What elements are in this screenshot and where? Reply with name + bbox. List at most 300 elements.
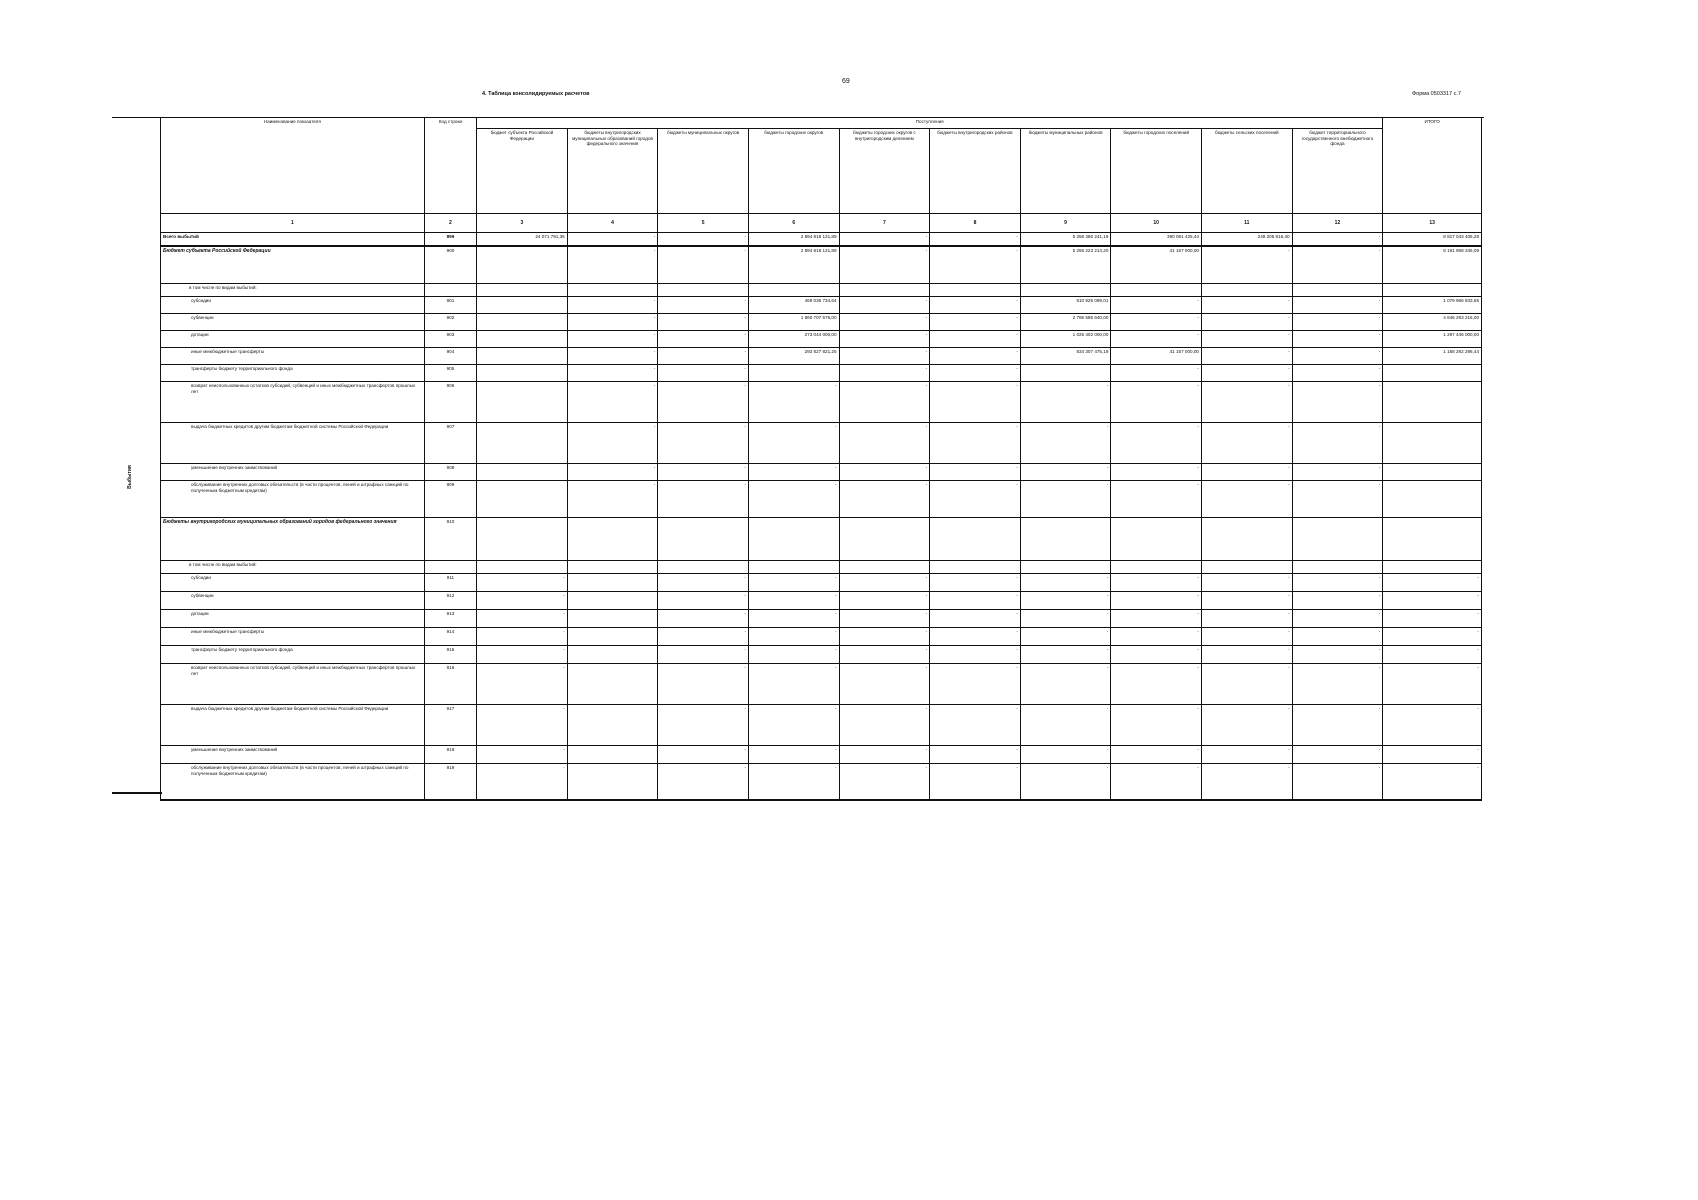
table-row: [161, 610, 1482, 628]
value-cell: -: [1292, 746, 1383, 764]
value-cell: 2 785 585 640,00: [1020, 314, 1111, 331]
value-cell: -: [567, 423, 658, 464]
column-number: 7: [839, 214, 930, 233]
value-cell: -: [748, 664, 839, 705]
value-cell: [477, 348, 568, 365]
row-name: уменьшение внутренних заимствований: [161, 746, 425, 764]
row-code: 911: [424, 574, 476, 592]
value-cell: 2 894 818 131,89: [748, 246, 839, 284]
row-code: 915: [424, 646, 476, 664]
row-code: 908: [424, 464, 476, 481]
value-cell: [567, 628, 658, 646]
header-receipt-column: бюджеты городских поселений: [1111, 129, 1202, 214]
bottom-rule: [112, 792, 162, 794]
value-cell: -: [1292, 297, 1383, 314]
row-code: 906: [424, 382, 476, 423]
value-cell: 1 025 402 000,00: [1020, 331, 1111, 348]
value-cell: -: [477, 628, 568, 646]
value-cell: -: [1020, 664, 1111, 705]
row-code: 902: [424, 314, 476, 331]
value-cell: -: [748, 628, 839, 646]
table-row: [161, 331, 1482, 348]
value-cell: -: [839, 246, 930, 284]
value-cell: -: [1201, 592, 1292, 610]
value-cell: -: [930, 628, 1021, 646]
row-name: выдача бюджетных кредитов другим бюджетам бюджетной системы Российской Федерации: [161, 705, 425, 746]
value-cell: 1 860 707 576,00: [748, 314, 839, 331]
value-cell: [658, 284, 749, 297]
value-cell: -: [567, 382, 658, 423]
value-cell: -: [567, 314, 658, 331]
value-cell: -: [1292, 705, 1383, 746]
column-number: 13: [1383, 214, 1482, 233]
value-cell: [1201, 284, 1292, 297]
value-cell: [1383, 284, 1482, 297]
value-cell: -: [1111, 574, 1202, 592]
value-cell: [567, 518, 658, 561]
table-row: [161, 705, 1482, 746]
value-cell: -: [1201, 628, 1292, 646]
row-code: 900: [424, 246, 476, 284]
header-receipt-column: бюджеты внутригородских районов: [930, 129, 1021, 214]
value-cell: -: [1020, 746, 1111, 764]
column-number: 10: [1111, 214, 1202, 233]
value-cell: -: [1292, 246, 1383, 284]
value-cell: -: [1292, 365, 1383, 382]
value-cell: 469 036 734,64: [748, 297, 839, 314]
value-cell: -: [1292, 628, 1383, 646]
value-cell: -: [748, 610, 839, 628]
column-number: 5: [658, 214, 749, 233]
header-receipt-column: бюджеты городских округов с внутригородским делением: [839, 129, 930, 214]
row-code: 907: [424, 423, 476, 464]
value-cell: -: [1383, 664, 1482, 705]
value-cell: -: [477, 705, 568, 746]
value-cell: -: [1020, 705, 1111, 746]
value-cell: -: [658, 348, 749, 365]
value-cell: -: [930, 746, 1021, 764]
value-cell: [1292, 518, 1383, 561]
value-cell: [567, 592, 658, 610]
value-cell: -: [930, 423, 1021, 464]
value-cell: [1383, 518, 1482, 561]
value-cell: [1020, 284, 1111, 297]
value-cell: -: [1292, 764, 1383, 800]
value-cell: -: [930, 664, 1021, 705]
value-cell: -: [567, 481, 658, 518]
header-receipts: Поступления: [477, 118, 1383, 129]
value-cell: -: [839, 423, 930, 464]
table-row: [161, 297, 1482, 314]
value-cell: -: [748, 423, 839, 464]
value-cell: [1111, 284, 1202, 297]
row-code: 910: [424, 518, 476, 561]
value-cell: -: [839, 628, 930, 646]
value-cell: -: [930, 646, 1021, 664]
row-name: Всего выбытий: [161, 233, 425, 246]
table-row: [161, 348, 1482, 365]
row-name: иные межбюджетные трансферты: [161, 348, 425, 365]
table-row: [161, 628, 1482, 646]
value-cell: [567, 664, 658, 705]
value-cell: [1292, 561, 1383, 574]
value-cell: -: [748, 705, 839, 746]
value-cell: [839, 561, 930, 574]
value-cell: -: [930, 610, 1021, 628]
value-cell: 249 205 816,40: [1201, 233, 1292, 246]
row-code: 899: [424, 233, 476, 246]
row-code: 913: [424, 610, 476, 628]
value-cell: -: [839, 365, 930, 382]
value-cell: -: [839, 331, 930, 348]
value-cell: -: [1292, 664, 1383, 705]
column-number: 8: [930, 214, 1021, 233]
value-cell: -: [930, 592, 1021, 610]
value-cell: [477, 284, 568, 297]
value-cell: [567, 746, 658, 764]
value-cell: [567, 610, 658, 628]
value-cell: -: [1292, 592, 1383, 610]
table-row: [161, 746, 1482, 764]
value-cell: -: [1292, 331, 1383, 348]
table-title: 4. Таблица консолидируемых расчетов: [482, 91, 590, 97]
value-cell: -: [1111, 646, 1202, 664]
value-cell: -: [930, 246, 1021, 284]
header-name: Наименование показателя: [161, 118, 425, 214]
row-name: в том числе по видам выбытий:: [161, 284, 425, 297]
value-cell: [930, 561, 1021, 574]
row-code: 909: [424, 481, 476, 518]
form-code: Форма 0503317 с.7: [1412, 91, 1461, 97]
row-code: 903: [424, 331, 476, 348]
value-cell: -: [839, 574, 930, 592]
value-cell: -: [930, 464, 1021, 481]
value-cell: [477, 423, 568, 464]
value-cell: [477, 297, 568, 314]
column-number: 11: [1201, 214, 1292, 233]
value-cell: -: [1201, 705, 1292, 746]
value-cell: -: [930, 314, 1021, 331]
value-cell: -: [930, 233, 1021, 246]
value-cell: -: [748, 764, 839, 800]
value-cell: -: [1292, 233, 1383, 246]
value-cell: -: [1292, 382, 1383, 423]
value-cell: -: [1020, 646, 1111, 664]
value-cell: -: [658, 382, 749, 423]
value-cell: -: [1201, 664, 1292, 705]
value-cell: -: [567, 297, 658, 314]
value-cell: [748, 284, 839, 297]
value-cell: -: [658, 764, 749, 800]
row-name: обслуживание внутренних долговых обязательств (в части процентов, пеней и штрафных санкций по полученным бюджетным кредитам): [161, 764, 425, 800]
value-cell: [658, 561, 749, 574]
value-cell: -: [930, 297, 1021, 314]
value-cell: -: [930, 348, 1021, 365]
value-cell: [477, 246, 568, 284]
value-cell: -: [930, 705, 1021, 746]
value-cell: [567, 705, 658, 746]
value-cell: 1 168 292 296,44: [1383, 348, 1482, 365]
header-receipt-column: бюджеты муниципальных районов: [1020, 129, 1111, 214]
value-cell: -: [839, 646, 930, 664]
value-cell: [1201, 561, 1292, 574]
value-cell: -: [1020, 481, 1111, 518]
value-cell: -: [658, 664, 749, 705]
value-cell: [930, 518, 1021, 561]
value-cell: -: [1292, 574, 1383, 592]
value-cell: -: [1292, 464, 1383, 481]
value-cell: -: [748, 481, 839, 518]
value-cell: -: [1020, 610, 1111, 628]
value-cell: -: [1201, 464, 1292, 481]
column-number: 12: [1292, 214, 1383, 233]
row-code: 918: [424, 746, 476, 764]
value-cell: 292 827 821,25: [748, 348, 839, 365]
value-cell: -: [658, 628, 749, 646]
value-cell: [477, 331, 568, 348]
value-cell: -: [567, 233, 658, 246]
value-cell: -: [1020, 464, 1111, 481]
value-cell: -: [1111, 705, 1202, 746]
value-cell: -: [658, 746, 749, 764]
value-cell: -: [1111, 664, 1202, 705]
value-cell: -: [1201, 764, 1292, 800]
row-name: трансферты бюджету территориального фонда: [161, 365, 425, 382]
table-row: [161, 646, 1482, 664]
header-receipt-column: бюджет территориального государственного внебюджетного фонда: [1292, 129, 1383, 214]
value-cell: -: [1292, 314, 1383, 331]
value-cell: -: [658, 592, 749, 610]
value-cell: [748, 365, 839, 382]
row-code: 917: [424, 705, 476, 746]
value-cell: -: [748, 574, 839, 592]
value-cell: -: [930, 382, 1021, 423]
value-cell: -: [567, 331, 658, 348]
header-receipt-column: бюджеты сельских поселений: [1201, 129, 1292, 214]
value-cell: -: [1201, 746, 1292, 764]
value-cell: -: [1111, 464, 1202, 481]
value-cell: 24 071 791,36: [477, 233, 568, 246]
table-row: [161, 284, 1482, 297]
value-cell: -: [1201, 610, 1292, 628]
table-row: [161, 464, 1482, 481]
value-cell: -: [1111, 365, 1202, 382]
value-cell: [1111, 518, 1202, 561]
column-number: 1: [161, 214, 425, 233]
value-cell: -: [930, 574, 1021, 592]
value-cell: -: [1111, 746, 1202, 764]
value-cell: -: [1201, 481, 1292, 518]
value-cell: -: [839, 764, 930, 800]
column-number: 2: [424, 214, 476, 233]
table-row: [161, 246, 1482, 284]
page-number: 69: [842, 78, 850, 85]
value-cell: -: [1201, 646, 1292, 664]
table-row: [161, 314, 1482, 331]
value-cell: -: [1111, 314, 1202, 331]
side-label: Выбытия: [127, 465, 133, 489]
value-cell: [567, 646, 658, 664]
value-cell: [1383, 481, 1482, 518]
value-cell: -: [839, 233, 930, 246]
table-row: [161, 382, 1482, 423]
value-cell: 834 307 475,19: [1020, 348, 1111, 365]
value-cell: -: [839, 705, 930, 746]
value-cell: [1383, 365, 1482, 382]
value-cell: -: [748, 592, 839, 610]
header-receipt-column: бюджеты муниципальных округов: [658, 129, 749, 214]
value-cell: [839, 518, 930, 561]
value-cell: -: [477, 574, 568, 592]
value-cell: -: [839, 314, 930, 331]
value-cell: -: [1020, 574, 1111, 592]
value-cell: -: [748, 382, 839, 423]
table-row: [161, 365, 1482, 382]
value-cell: -: [658, 481, 749, 518]
value-cell: -: [1111, 331, 1202, 348]
value-cell: [567, 284, 658, 297]
value-cell: -: [1383, 646, 1482, 664]
value-cell: [1383, 423, 1482, 464]
row-code: 919: [424, 764, 476, 800]
row-code: 901: [424, 297, 476, 314]
value-cell: -: [839, 664, 930, 705]
value-cell: -: [1383, 592, 1482, 610]
value-cell: [1111, 561, 1202, 574]
value-cell: -: [477, 664, 568, 705]
row-name: возврат неиспользованных остатков субсидий, субвенций и иных межбюджетных трансфертов прошлых лет: [161, 382, 425, 423]
value-cell: -: [1020, 423, 1111, 464]
value-cell: -: [1383, 764, 1482, 800]
value-cell: [658, 518, 749, 561]
value-cell: -: [1201, 246, 1292, 284]
value-cell: 8 191 958 346,09: [1383, 246, 1482, 284]
header-receipt-column: бюджет субъекта Российской Федерации: [477, 129, 568, 214]
value-cell: [567, 574, 658, 592]
value-cell: -: [839, 348, 930, 365]
value-cell: -: [1292, 423, 1383, 464]
header-receipt-column: бюджеты городских округов: [748, 129, 839, 214]
row-name: обслуживание внутренних долговых обязательств (в части процентов, пеней и штрафных санкций по полученным бюджетным кредитам): [161, 481, 425, 518]
value-cell: -: [658, 246, 749, 284]
value-cell: -: [839, 297, 930, 314]
row-name: дотации: [161, 331, 425, 348]
value-cell: -: [477, 592, 568, 610]
table-row: [161, 518, 1482, 561]
value-cell: -: [930, 764, 1021, 800]
value-cell: [477, 314, 568, 331]
value-cell: -: [1292, 481, 1383, 518]
value-cell: -: [1020, 764, 1111, 800]
value-cell: -: [930, 331, 1021, 348]
value-cell: [1201, 518, 1292, 561]
value-cell: [930, 284, 1021, 297]
value-cell: -: [1111, 628, 1202, 646]
column-number: 6: [748, 214, 839, 233]
value-cell: 8 817 043 406,28: [1383, 233, 1482, 246]
value-cell: -: [477, 764, 568, 800]
row-code: 905: [424, 365, 476, 382]
value-cell: 2 894 818 131,89: [748, 233, 839, 246]
value-cell: -: [567, 348, 658, 365]
value-cell: -: [1383, 628, 1482, 646]
value-cell: -: [1292, 348, 1383, 365]
value-cell: [477, 464, 568, 481]
row-code: 904: [424, 348, 476, 365]
table-row: [161, 764, 1482, 800]
value-cell: -: [1111, 297, 1202, 314]
value-cell: [1292, 284, 1383, 297]
value-cell: -: [1111, 481, 1202, 518]
value-cell: -: [1020, 382, 1111, 423]
value-cell: -: [477, 610, 568, 628]
value-cell: -: [1201, 314, 1292, 331]
value-cell: -: [839, 464, 930, 481]
value-cell: -: [930, 365, 1021, 382]
row-name: субсидии: [161, 297, 425, 314]
value-cell: -: [1292, 610, 1383, 628]
value-cell: -: [658, 423, 749, 464]
table-row: [161, 664, 1482, 705]
value-cell: -: [1111, 592, 1202, 610]
value-cell: -: [748, 746, 839, 764]
value-cell: 4 646 293 216,00: [1383, 314, 1482, 331]
value-cell: -: [1383, 610, 1482, 628]
value-cell: [477, 518, 568, 561]
column-number: 4: [567, 214, 658, 233]
value-cell: [1020, 561, 1111, 574]
table-row: [161, 574, 1482, 592]
value-cell: [1383, 382, 1482, 423]
value-cell: -: [1383, 574, 1482, 592]
table-row: [161, 561, 1482, 574]
row-code: 912: [424, 592, 476, 610]
value-cell: -: [1383, 705, 1482, 746]
header-code: Код строки: [424, 118, 476, 214]
table-row: [161, 592, 1482, 610]
value-cell: -: [1201, 382, 1292, 423]
value-cell: -: [930, 481, 1021, 518]
value-cell: -: [658, 331, 749, 348]
row-code: 916: [424, 664, 476, 705]
value-cell: [1020, 365, 1111, 382]
value-cell: [477, 365, 568, 382]
row-code: 914: [424, 628, 476, 646]
value-cell: 5 256 223 214,20: [1020, 246, 1111, 284]
value-cell: -: [567, 246, 658, 284]
value-cell: -: [1201, 574, 1292, 592]
row-name: выдача бюджетных кредитов другим бюджетам бюджетной системы Российской Федерации: [161, 423, 425, 464]
value-cell: -: [839, 746, 930, 764]
value-cell: -: [1383, 746, 1482, 764]
value-cell: 273 044 000,00: [748, 331, 839, 348]
value-cell: -: [839, 592, 930, 610]
row-name: уменьшение внутренних заимствований: [161, 464, 425, 481]
value-cell: -: [567, 464, 658, 481]
row-code: [424, 284, 476, 297]
value-cell: -: [1111, 382, 1202, 423]
row-name: возврат неиспользованных остатков субсидий, субвенций и иных межбюджетных трансфертов прошлых лет: [161, 664, 425, 705]
value-cell: [839, 284, 930, 297]
value-cell: 1 079 966 833,65: [1383, 297, 1482, 314]
value-cell: 41 157 000,00: [1111, 348, 1202, 365]
row-name: субсидии: [161, 574, 425, 592]
value-cell: -: [839, 610, 930, 628]
value-cell: -: [1111, 423, 1202, 464]
row-name: дотации: [161, 610, 425, 628]
value-cell: [1383, 464, 1482, 481]
row-name: Бюджет субъекта Российской Федерации: [161, 246, 425, 284]
